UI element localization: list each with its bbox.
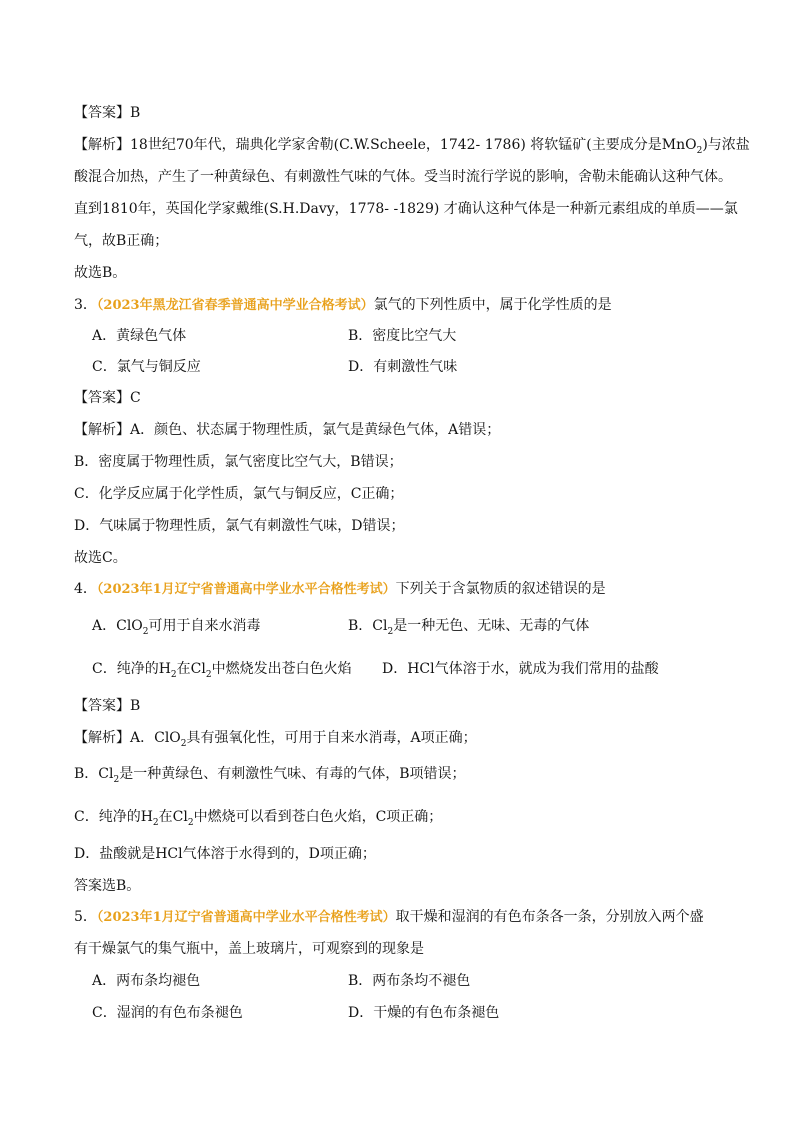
q4-analysis-d: D．盐酸就是HCl气体溶于水得到的，D项正确；	[74, 846, 376, 862]
answer-value: C	[130, 390, 141, 406]
q3-analysis-d: D．气味属于物理性质，氯气有刺激性气味，D错误；	[74, 518, 405, 534]
q4-analysis-b: B．$Cl_2$是一种黄绿色、有刺激性气味、有毒的气体，B项错误；	[74, 766, 466, 785]
q2-analysis-line-4: 气，故B正确；	[74, 233, 169, 249]
q4-option-c: C．纯净的$H_2$在$Cl_2$中燃烧发出苍白色火焰	[92, 661, 352, 680]
answer-value: B	[130, 698, 141, 714]
q2-analysis-line-2: 酸混合加热，产生了一种黄绿色、有刺激性气味的气体。受当时流行学说的影响，舍勒未能确认这种气体。	[74, 169, 732, 185]
analysis-label: 【解析】	[74, 422, 130, 438]
q4-conclusion: 答案选B。	[74, 878, 141, 894]
question-stem: 下列关于含氯物质的叙述错误的是	[395, 581, 606, 597]
question-number: 3．	[74, 297, 97, 313]
question-stem: 氯气的下列性质中，属于化学性质的是	[373, 297, 612, 313]
q3-conclusion: 故选C。	[74, 550, 127, 566]
q3-analysis-c: C．化学反应属于化学性质，氯气与铜反应，C正确；	[74, 486, 404, 502]
q3-option-c: C．氯气与铜反应	[92, 359, 201, 375]
question-number: 4．	[74, 581, 97, 597]
q4-option-d: D．HCl气体溶于水，就成为我们常用的盐酸	[382, 661, 659, 677]
answer-label: 【答案】	[74, 390, 130, 406]
q4-analysis-c: C．纯净的$H_2$在$Cl_2$中燃烧可以看到苍白色火焰，C项正确；	[74, 809, 443, 828]
q3-analysis-b: B．密度属于物理性质，氯气密度比空气大，B错误；	[74, 454, 403, 470]
q5-option-a: A．两布条均褪色	[92, 973, 201, 989]
analysis-label: 【解析】	[74, 730, 130, 746]
q2-analysis-line-3: 直到1810年，英国化学家戴维(S.H.Davy，1778- -1829) 才确认这种气体是一种新元素组成的单质——氯	[74, 201, 738, 217]
q3-option-a: A．黄绿色气体	[92, 328, 187, 344]
question-source: （2023年黑龙江省春季普通高中学业合格考试）	[96, 298, 374, 313]
q5-option-c: C．湿润的有色布条褪色	[92, 1005, 243, 1021]
q4-answer	[74, 696, 140, 716]
question-stem: 取干燥和湿润的有色布条各一条，分别放入两个盛	[395, 909, 704, 925]
answer-label: 【答案】	[74, 105, 130, 121]
q3-option-d: D．有刺激性气味	[348, 359, 458, 375]
q5-option-d: D．干燥的有色布条褪色	[348, 1005, 500, 1021]
answer-value: B	[130, 105, 141, 121]
q4-stem	[74, 579, 606, 600]
q3-option-b: B．密度比空气大	[348, 328, 457, 344]
q4-analysis-a: 【解析】A．ClO$_2$具有强氧化性，可用于自来水消毒，A项正确；	[74, 730, 477, 749]
q3-analysis-a: 【解析】A．颜色、状态属于物理性质，氯气是黄绿色气体，A错误；	[74, 422, 501, 438]
q2-conclusion: 故选B。	[74, 265, 127, 281]
question-source: （2023年1月辽宁省普通高中学业水平合格性考试）	[96, 582, 396, 597]
q5-option-b: B．两布条均不褪色	[348, 973, 471, 989]
question-number: 5．	[74, 909, 97, 925]
q4-option-a: A．ClO$_2$可用于自来水消毒	[92, 618, 261, 637]
answer-label: 【答案】	[74, 698, 130, 714]
analysis-label: 【解析】	[74, 137, 130, 153]
question-source: （2023年1月辽宁省普通高中学业水平合格性考试）	[96, 910, 396, 925]
q5-stem-line-2: 有干燥氯气的集气瓶中，盖上玻璃片，可观察到的现象是	[74, 941, 424, 957]
q2-answer	[74, 103, 140, 123]
q5-stem-line-1	[74, 907, 704, 928]
q3-stem	[74, 295, 612, 316]
q2-analysis-line-1: 【解析】18世纪70年代，瑞典化学家舍勒(C.W.Scheele，1742- 1786) 将软锰矿(主要成分是MnO$_2$)与浓盐	[74, 137, 750, 156]
q4-option-b: B．$Cl_2$是一种无色、无味、无毒的气体	[348, 618, 590, 637]
q3-answer	[74, 388, 141, 408]
